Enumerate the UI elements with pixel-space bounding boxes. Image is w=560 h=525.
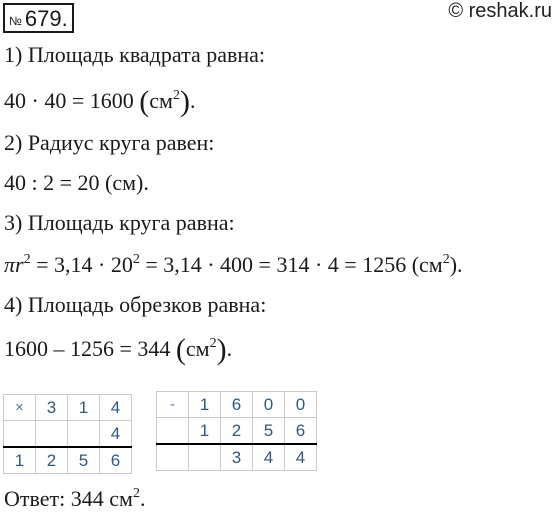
mult-operator: ×: [4, 395, 36, 421]
step-3-expression: $\pi r^2 = 3,14 \cdot 20^2 = 3,14 \cdot 400 = 314 \cdot 4 = 1256$ $(см^2)$.: [4, 252, 463, 277]
step-4-expression: 1600 – 1256 = 344 $(см^2)$.: [4, 333, 233, 366]
sub-digit: [157, 418, 189, 445]
sub-digit: 0: [285, 392, 317, 418]
mult-digit: 5: [68, 447, 100, 474]
answer-value: 344: [70, 486, 104, 511]
step-2-expression: 40 : 2 = 20 (см).: [4, 170, 149, 195]
sub-digit: 0: [253, 392, 285, 418]
mult-digit: 2: [36, 447, 68, 474]
sub-digit: [157, 444, 189, 471]
sub-digit: 3: [221, 444, 253, 471]
mult-row-1: [4, 395, 132, 421]
mult-row-2: [4, 421, 132, 448]
multiplication-column: [3, 394, 132, 474]
mult-result-row: [4, 447, 132, 474]
sub-digit: 2: [221, 418, 253, 445]
mult-digit: [68, 421, 100, 448]
step-1-expression: 40 · 40 = 1600 $(см^2)$.: [4, 85, 196, 118]
answer-line: Ответ: 344 $см^2$.: [4, 486, 146, 511]
sub-digit: 6: [285, 418, 317, 445]
answer-label: Ответ:: [4, 486, 66, 511]
mult-digit: 1: [68, 395, 100, 421]
sub-row-2: [157, 418, 317, 445]
sub-operator: -: [157, 392, 189, 418]
step-2-label: 2) Радиус круга равен:: [4, 130, 215, 155]
sub-digit: 4: [253, 444, 285, 471]
mult-digit: 6: [100, 447, 132, 474]
mult-digit: 4: [100, 395, 132, 421]
step-4-label: 4) Площадь обрезков равна:: [4, 292, 267, 317]
subtraction-column: [156, 391, 317, 471]
sub-row-1: [157, 392, 317, 418]
step-3-label: 3) Площадь круга равна:: [4, 210, 235, 235]
task-number-badge: [3, 3, 74, 33]
sub-digit: [189, 444, 221, 471]
mult-digit: [4, 421, 36, 448]
step-1-label: 1) Площадь квадрата равна:: [4, 42, 266, 67]
mult-digit: 3: [36, 395, 68, 421]
mult-digit: 4: [100, 421, 132, 448]
sub-result-row: [157, 444, 317, 471]
sub-digit: 1: [189, 418, 221, 445]
sub-digit: 5: [253, 418, 285, 445]
sub-digit: 6: [221, 392, 253, 418]
task-number: 679.: [24, 6, 68, 31]
mult-digit: 1: [4, 447, 36, 474]
mult-digit: [36, 421, 68, 448]
watermark: © reshak.ru: [448, 0, 552, 22]
sub-digit: 4: [285, 444, 317, 471]
sub-digit: 1: [189, 392, 221, 418]
number-sign: №: [9, 14, 22, 28]
